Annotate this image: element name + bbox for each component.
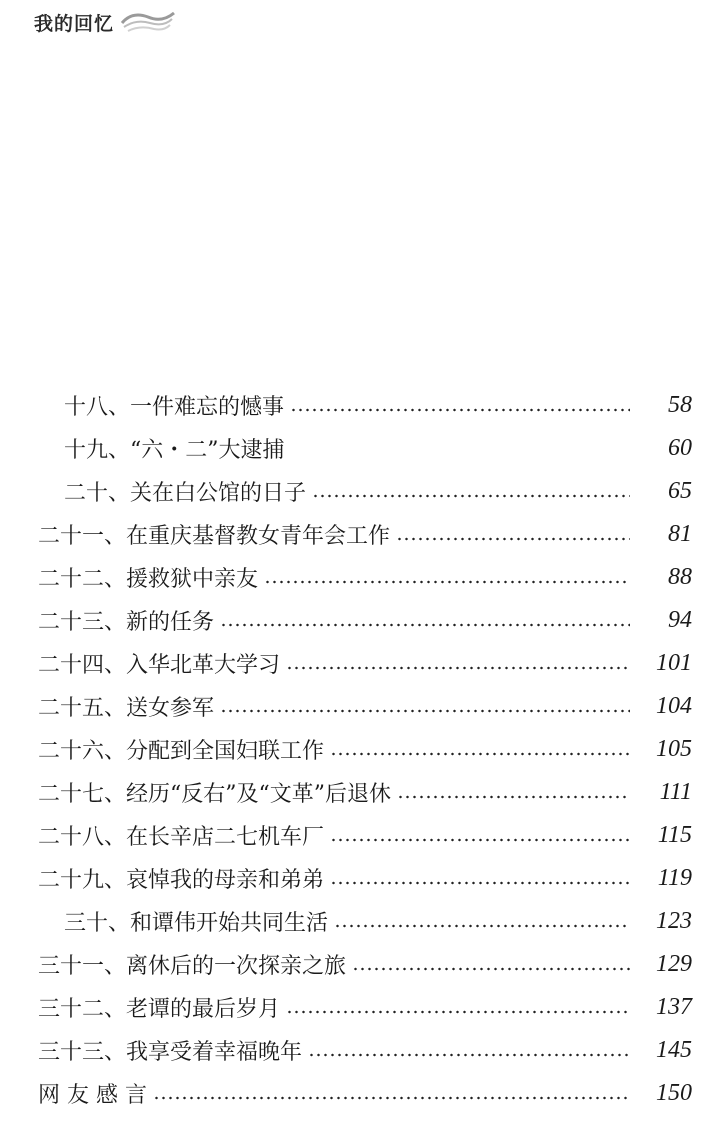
toc-entry[interactable] (0, 556, 718, 599)
leader-dots (308, 1044, 630, 1066)
toc-entry[interactable] (0, 1072, 718, 1115)
toc-entry[interactable] (0, 900, 718, 943)
toc-entry-page: 94 (668, 607, 692, 633)
toc-entry-page: 105 (656, 736, 692, 762)
toc-entry-page: 145 (656, 1037, 692, 1063)
toc-entry[interactable] (0, 814, 718, 857)
toc-entry-page: 60 (668, 435, 692, 461)
toc-entry[interactable] (0, 384, 718, 427)
leader-dots (290, 399, 630, 421)
toc-entry-page: 65 (668, 478, 692, 504)
toc-entry[interactable] (0, 470, 718, 513)
toc-entry[interactable] (0, 771, 718, 814)
toc-entry-title: 二十一、在重庆基督教女青年会工作 (38, 524, 391, 549)
leader-dots (286, 657, 630, 679)
leader-dots (220, 614, 630, 636)
toc-entry-title: 二十三、新的任务 (38, 610, 215, 635)
toc-entry-title: 二十四、入华北革大学习 (38, 653, 281, 678)
toc-entry-title: 二十九、哀悼我的母亲和弟弟 (38, 868, 325, 893)
toc-entry-page: 81 (668, 521, 692, 547)
toc-entry-title: 三十二、老谭的最后岁月 (38, 997, 281, 1022)
toc-entry[interactable] (0, 1029, 718, 1072)
leader-dots (330, 743, 630, 765)
leader-dots (397, 786, 630, 808)
toc-entry[interactable] (0, 642, 718, 685)
leader-dots (312, 485, 630, 507)
toc-entry[interactable] (0, 513, 718, 556)
leader-gap (291, 442, 631, 464)
toc-entry-title: 十八、一件难忘的憾事 (64, 395, 285, 420)
toc-entry-page: 150 (656, 1080, 692, 1106)
book-title: 我的回忆 (34, 12, 115, 35)
toc-entry-title: 三十三、我享受着幸福晚年 (38, 1040, 303, 1065)
toc-entry-page: 137 (656, 994, 692, 1020)
leader-dots (330, 829, 630, 851)
toc-entry-title: 十九、“六・二”大逮捕 (64, 438, 285, 463)
toc-entry[interactable] (0, 986, 718, 1029)
toc-entry[interactable] (0, 728, 718, 771)
toc-entry-title: 三十一、离休后的一次探亲之旅 (38, 954, 347, 979)
toc-entry[interactable] (0, 427, 718, 470)
toc-entry-title: 二十五、送女参军 (38, 696, 215, 721)
toc-entry-page: 111 (659, 779, 692, 805)
toc-entry-title: 二十八、在长辛店二七机车厂 (38, 825, 325, 850)
toc-entry-title: 二十、关在白公馆的日子 (64, 481, 307, 506)
leader-dots (352, 958, 630, 980)
toc-entry[interactable] (0, 943, 718, 986)
toc-entry[interactable] (0, 857, 718, 900)
toc-entry-title: 三十、和谭伟开始共同生活 (64, 911, 329, 936)
toc-entry-page: 58 (668, 392, 692, 418)
leader-dots (220, 700, 630, 722)
toc-entry-page: 115 (657, 822, 692, 848)
leader-dots (334, 915, 630, 937)
toc-entry-title: 二十七、经历“反右”及“文革”后退休 (38, 782, 391, 807)
leader-dots (286, 1001, 630, 1023)
toc-entry-page: 119 (657, 865, 692, 891)
toc-entry-page: 88 (668, 564, 692, 590)
toc-entry-page: 123 (656, 908, 692, 934)
toc-entry-page: 129 (656, 951, 692, 977)
running-header (34, 2, 178, 42)
leader-dots (396, 528, 630, 550)
toc-entry-page: 101 (656, 650, 692, 676)
toc-entry-title: 二十六、分配到全国妇联工作 (38, 739, 325, 764)
toc-entry-page: 104 (656, 693, 692, 719)
toc-entry[interactable] (0, 685, 718, 728)
toc-entry-title: 二十二、援救狱中亲友 (38, 567, 259, 592)
toc-entry-title: 网 友 感 言 (38, 1083, 147, 1108)
leader-dots (153, 1087, 630, 1109)
toc-entry[interactable] (0, 599, 718, 642)
leader-dots (264, 571, 630, 593)
decorative-swirl-icon (118, 7, 178, 37)
leader-dots (330, 872, 630, 894)
